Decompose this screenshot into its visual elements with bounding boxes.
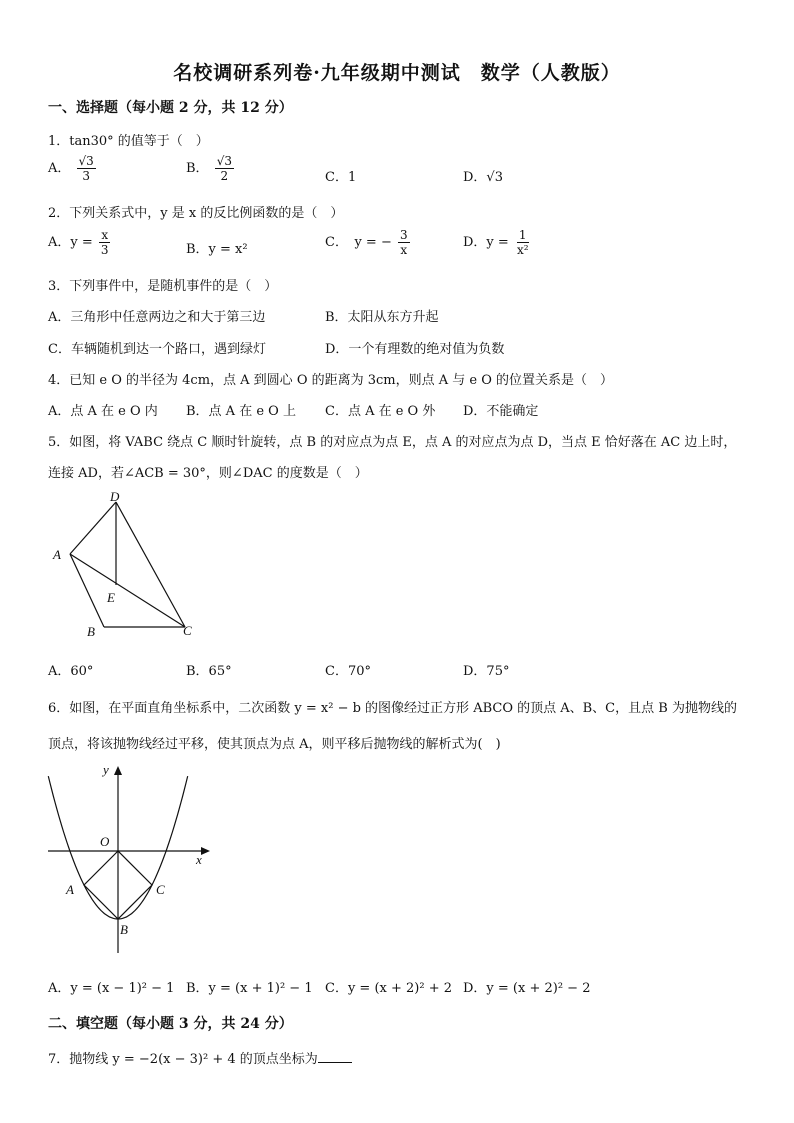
question-3-option-a: A．三角形中任意两边之和大于第三边 [48, 310, 266, 325]
point-label-e: E [107, 590, 115, 605]
question-6-option-b: B．y = (x + 1)² − 1 [186, 981, 313, 996]
fraction [215, 154, 234, 183]
fraction-numerator: 3 [399, 228, 408, 242]
question-2-option-a [48, 228, 113, 257]
question-1-stem: 1．tan30° 的值等于（ ） [48, 134, 209, 149]
fraction-numerator: √3 [216, 154, 232, 168]
page-title: 名校调研系列卷·九年级期中测试 数学（人教版） [173, 62, 621, 84]
fraction-denominator: 3 [82, 169, 90, 183]
question-5-figure [45, 485, 215, 645]
question-6-option-c: C．y = (x + 2)² + 2 [325, 981, 452, 996]
question-5-option-b: B．65° [186, 664, 232, 679]
question-6-stem-line-2: 顶点，将该抛物线经过平移，使其顶点为点 A，则平移后抛物线的解析式为( ) [48, 737, 501, 752]
question-1-option-a [48, 154, 98, 183]
question-6-option-a: A．y = (x − 1)² − 1 [48, 981, 175, 996]
question-4-option-a: A．点 A 在 e O 内 [48, 404, 158, 419]
question-6-option-d: D．y = (x + 2)² − 2 [463, 981, 591, 996]
question-1-option-d: D．√3 [463, 170, 503, 185]
question-5-option-d: D．75° [463, 664, 510, 679]
y-axis-arrow-icon [114, 766, 122, 775]
section-heading-fill-in: 二、填空题（每小题 3 分，共 24 分） [48, 1016, 293, 1032]
option-label: A． [48, 161, 71, 176]
question-4-option-b: B．点 A 在 e O 上 [186, 404, 296, 419]
point-label-b: B [87, 624, 95, 639]
fraction [99, 228, 111, 257]
question-1-option-c: C．1 [325, 170, 357, 185]
question-6-stem-line-1: 6．如图，在平面直角坐标系中，二次函数 y = x² − b 的图像经过正方形 ABCO 的顶点 A、B、C，且点 B 为抛物线的 [48, 701, 737, 716]
fraction-denominator: 3 [100, 243, 109, 257]
point-label-o: O [100, 834, 110, 849]
question-3-stem: 3．下列事件中，是随机事件的是（ ） [48, 279, 278, 294]
question-7 [48, 1048, 352, 1067]
question-3-option-c: C．车辆随机到达一个路口，遇到绿灯 [48, 342, 266, 357]
question-2-option-c [325, 228, 412, 257]
segment-dc [116, 502, 185, 627]
point-label-b: B [120, 922, 128, 937]
question-2-option-b: B．y = x² [186, 242, 248, 257]
question-5-stem-line-1: 5．如图，将 VABC 绕点 C 顺时针旋转，点 B 的对应点为点 E，点 A 的对应点为点 D，当点 E 恰好落在 AC 边上时， [48, 435, 737, 450]
fraction-denominator: x² [516, 243, 529, 257]
question-4-option-c: C．点 A 在 e O 外 [325, 404, 436, 419]
question-7-stem: 7．抛物线 y = −2(x − 3)² + 4 的顶点坐标为 [48, 1052, 318, 1067]
point-label-d: D [110, 489, 120, 504]
fraction-denominator: 2 [220, 169, 229, 183]
question-3-option-b: B．太阳从东方升起 [325, 310, 439, 325]
fraction-numerator: √3 [78, 154, 94, 168]
question-1-option-b [186, 154, 236, 183]
question-5-option-c: C．70° [325, 664, 371, 679]
question-5-option-a: A．60° [48, 664, 94, 679]
fraction [398, 228, 410, 257]
question-6-figure [40, 758, 220, 963]
fraction [77, 154, 96, 183]
x-axis-arrow-icon [201, 847, 210, 855]
axis-label-x: x [196, 852, 202, 867]
question-2-option-d [463, 228, 533, 257]
fraction-denominator: x [400, 243, 408, 257]
question-5-stem-line-2: 连接 AD，若∠ACB = 30°，则∠DAC 的度数是（ ） [48, 466, 368, 481]
point-label-a: A [53, 547, 61, 562]
option-label: C． y = − [325, 235, 392, 250]
option-label: B． [186, 161, 209, 176]
fraction-numerator: 1 [518, 228, 527, 242]
question-4-option-d: D．不能确定 [463, 404, 539, 419]
question-3-option-d: D．一个有理数的绝对值为负数 [325, 342, 505, 357]
answer-blank[interactable] [318, 1050, 352, 1063]
segment-ad [70, 502, 116, 554]
point-label-c: C [156, 882, 165, 897]
point-label-c: C [183, 623, 192, 638]
question-2-stem: 2．下列关系式中，y 是 x 的反比例函数的是（ ） [48, 206, 344, 221]
option-label: D．y = [463, 235, 509, 250]
fraction-numerator: x [101, 228, 109, 242]
fraction [515, 228, 531, 257]
question-4-stem: 4．已知 e O 的半径为 4cm，点 A 到圆心 O 的距离为 3cm，则点 A 与 e O 的位置关系是（ ） [48, 373, 614, 388]
axis-label-y: y [103, 762, 109, 777]
option-label: A．y = [48, 235, 93, 250]
point-label-a: A [66, 882, 74, 897]
section-heading-choice: 一、选择题（每小题 2 分，共 12 分） [48, 100, 293, 116]
